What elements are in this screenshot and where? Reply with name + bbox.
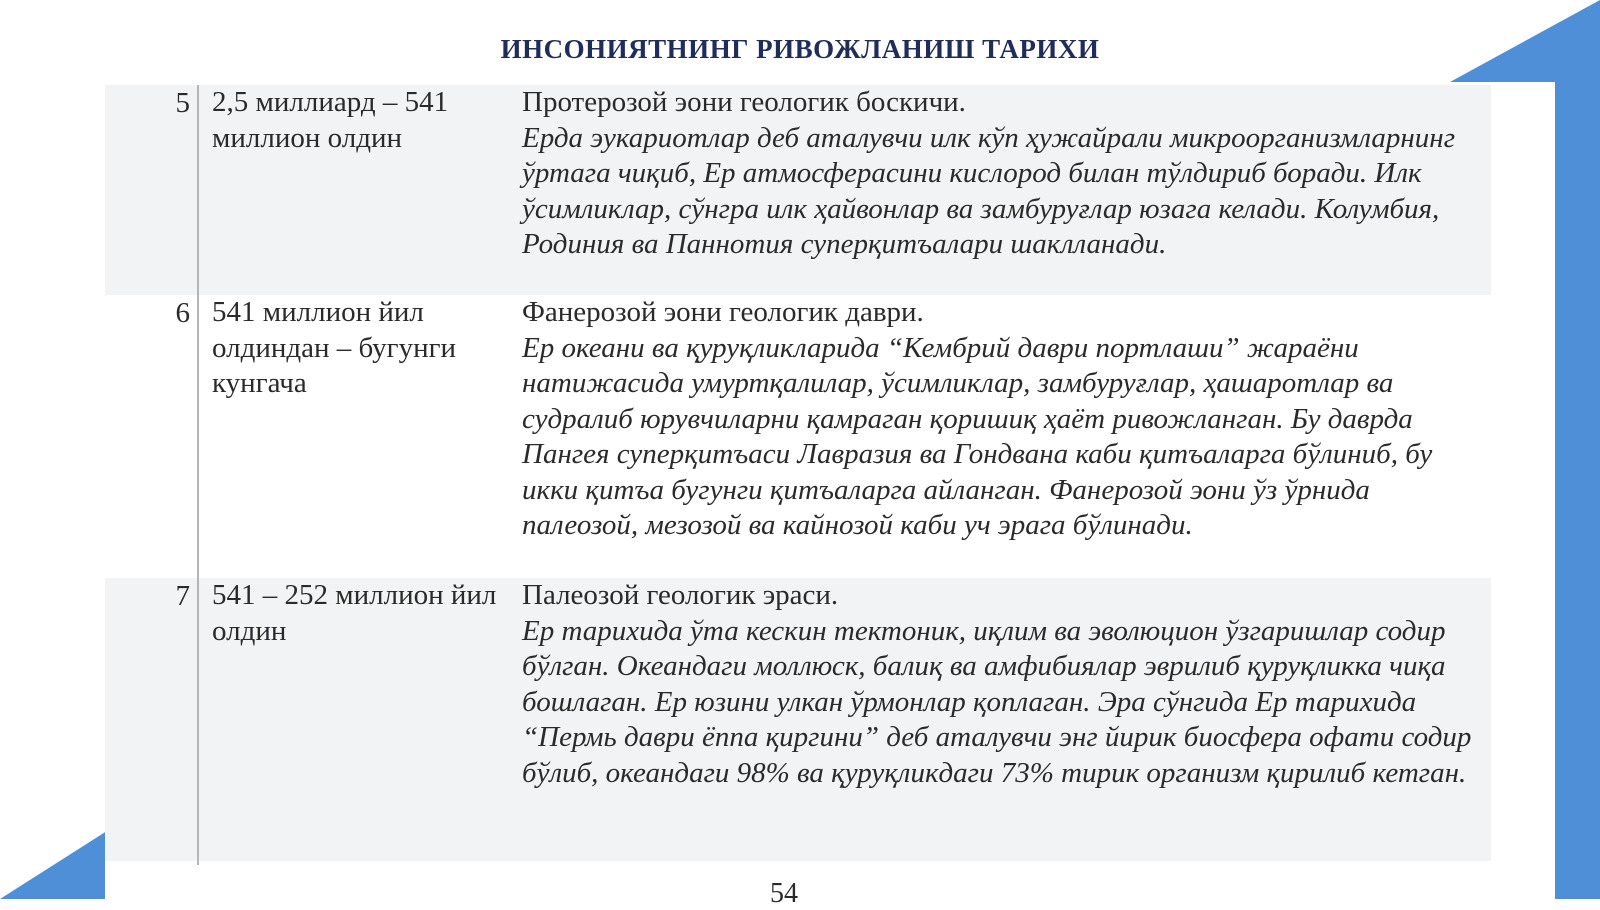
- description-cell: [522, 578, 1482, 791]
- table-row: [105, 578, 1491, 861]
- era-heading: Палеозой геологик эраси.: [522, 579, 839, 611]
- era-description: Ер океани ва қуруқликларида “Кембрий даври портлаши” жараёни натижасида умуртқалилар, ўсимликлар, замбуруғлар, ҳашаротлар ва судралиб юрувчиларни қамраган қоришиқ ҳаёт ривожланган. Бу даврда Пангея суперқитъаси Лавразия ва Гондвана каби қитъаларга бўлиниб, бу икки қитъа бугунги қитъаларга айланган. Фанерозой эони ўз ўрнида палеозой, мезозой ва кайнозой каби уч эрага бўлинади.: [522, 331, 1433, 541]
- era-description: Ерда эукариотлар деб аталувчи илк кўп ҳужайрали микроорганизмларнинг ўртага чиқиб, Ер атмосферасини кислород билан тўлдириб боради. Илк ўсимликлар, сўнгра илк ҳайвонлар ва замбуруғлар юзага келади. Колумбия, Родиния ва Паннотия суперқитъалари шаклланади.: [522, 121, 1456, 260]
- era-heading: Фанерозой эони геологик даври.: [522, 296, 924, 328]
- description-cell: [522, 85, 1482, 263]
- corner-decoration-bottom-left: [0, 829, 110, 899]
- description-cell: [522, 295, 1482, 544]
- era-description: Ер тарихида ўта кескин тектоник, иқлим ва эволюцион ўзгаришлар содир бўлган. Океандаги моллюск, балиқ ва амфибиялар эврилиб қуруқликка чиқа бошлаган. Ер юзини улкан ўрмонлар қоплаган. Эра сўнгида Ер тарихида “Пермь даври ёппа қиргини” деб аталувчи энг йирик биосфера офати содир бўлиб, океандаги 98% ва қуруқликдаги 73% тирик организм қирилиб кетган.: [522, 614, 1472, 789]
- page-title: ИНСОНИЯТНИНГ РИВОЖЛАНИШ ТАРИХИ: [500, 34, 1100, 64]
- table-row: [105, 295, 1491, 578]
- page-number: 54: [770, 878, 798, 909]
- era-heading: Протерозой эони геологик боскичи.: [522, 86, 966, 118]
- row-number: 7: [175, 580, 190, 612]
- period-cell: 541 миллион йил олдиндан – бугунги кунгача: [212, 296, 457, 399]
- document-page: [105, 85, 1491, 905]
- period-cell: 541 – 252 миллион йил олдин: [212, 579, 497, 647]
- row-number: 6: [175, 297, 190, 329]
- column-divider: [197, 85, 199, 865]
- table-row: [105, 85, 1491, 295]
- row-number: 5: [175, 87, 190, 119]
- period-cell: 2,5 миллиард – 541 миллион олдин: [212, 86, 449, 154]
